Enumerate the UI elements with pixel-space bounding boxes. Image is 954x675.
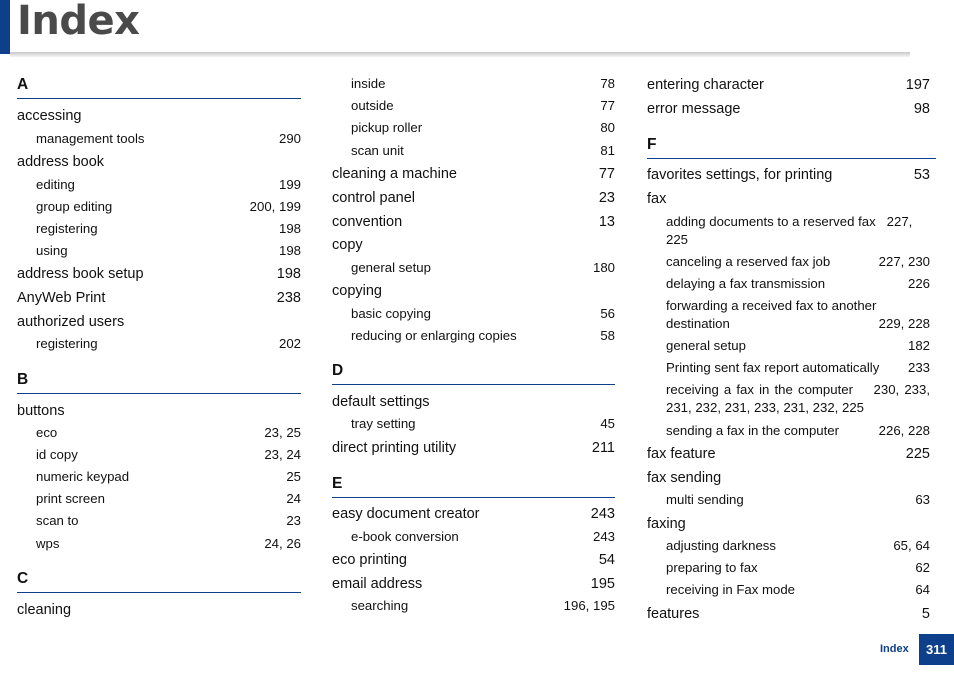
index-subentry[interactable]: forwarding a received fax to another destination 229, 228	[666, 298, 930, 331]
section-letter-e: E	[332, 475, 615, 498]
section-letter-f: F	[647, 136, 936, 159]
section-letter-a: A	[17, 76, 301, 99]
section-letter-d: D	[332, 362, 615, 385]
page-number-badge: 311	[919, 634, 954, 665]
title-divider	[10, 52, 910, 57]
page-title: Index	[17, 0, 140, 44]
index-subentry[interactable]: receiving a fax in the computer 230, 233, 231, 232, 231, 233, 231, 232, 225	[666, 382, 931, 415]
title-accent-bar	[0, 0, 10, 54]
footer-section-label: Index	[880, 643, 909, 655]
index-subentry[interactable]: adding documents to a reserved fax 227, 225	[666, 214, 913, 247]
section-letter-c: C	[17, 570, 301, 593]
section-letter-b: B	[17, 371, 301, 394]
